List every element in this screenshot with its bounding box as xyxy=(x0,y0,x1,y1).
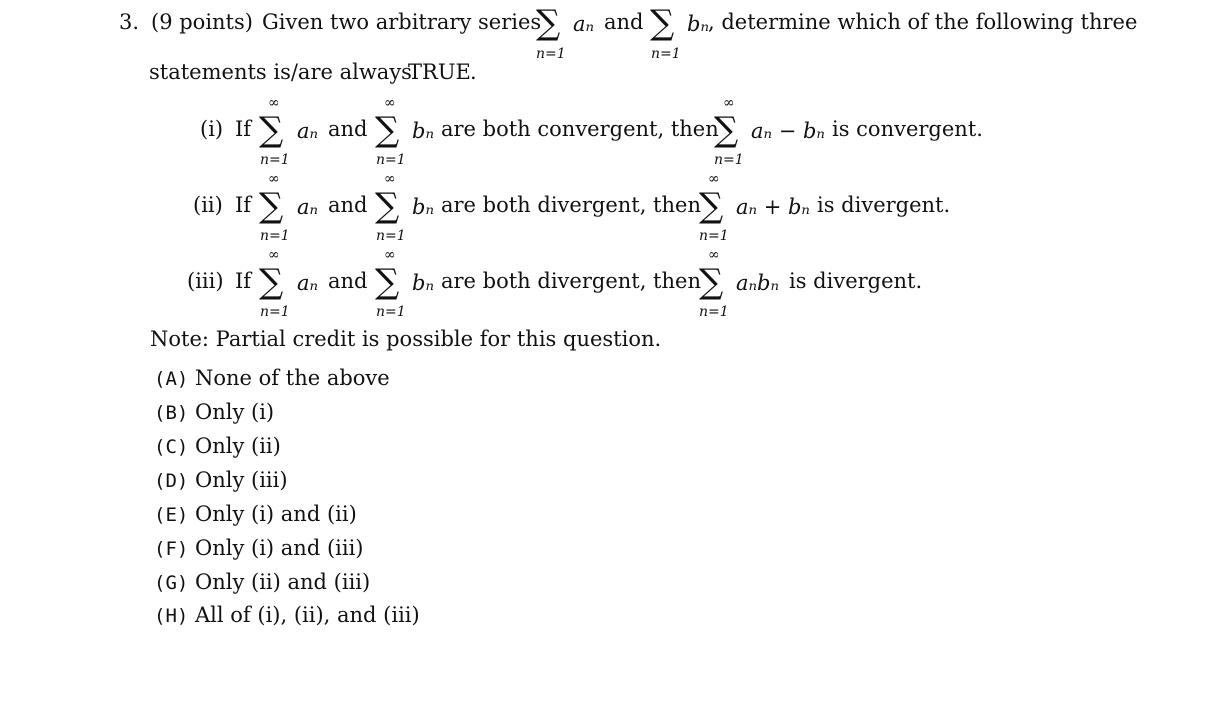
statement-ii-upper-a: ∞ xyxy=(268,171,280,187)
statement-i-middle: are both convergent, then xyxy=(441,117,719,141)
statement-ii-if: If xyxy=(235,193,252,217)
statement-ii-ending: is divergent. xyxy=(817,193,951,217)
statement-ii-sum-b: ∑ xyxy=(375,186,400,226)
statement-iii-term-a: aₙ xyxy=(297,271,319,295)
statement-iii-upper-b: ∞ xyxy=(384,247,396,263)
statement-ii-and: and xyxy=(328,193,368,217)
choice-d-letter: (D) xyxy=(154,470,189,492)
statement-i-term-b: bₙ xyxy=(412,119,434,143)
statement-i-label: (i) xyxy=(200,117,224,141)
true-word: TRUE xyxy=(408,60,471,84)
choice-g[interactable] xyxy=(154,572,370,593)
statement-ii-term-a: aₙ xyxy=(297,195,319,219)
statement-iii-upper-c: ∞ xyxy=(708,247,720,263)
statement-iii-lower-b: n=1 xyxy=(376,304,406,320)
statement-ii-sum-a: ∑ xyxy=(259,186,284,226)
choice-f[interactable] xyxy=(154,538,364,559)
sum-symbol-a: ∑ xyxy=(536,3,561,43)
statement-ii-middle: are both divergent, then xyxy=(441,193,701,217)
statement-i-and: and xyxy=(328,117,368,141)
question-period: . xyxy=(470,60,477,84)
choice-a-letter: (A) xyxy=(154,368,189,390)
statement-i-upper-b: ∞ xyxy=(384,95,396,111)
choice-f-text: Only (i) and (iii) xyxy=(195,536,364,560)
choice-d-text: Only (iii) xyxy=(195,468,288,492)
choice-e[interactable] xyxy=(154,504,357,525)
statement-iii-and: and xyxy=(328,269,368,293)
statement-iii-term-b: bₙ xyxy=(412,271,434,295)
partial-credit-note: Note: Partial credit is possible for this question. xyxy=(150,327,662,351)
statement-i-sum-a: ∑ xyxy=(259,110,284,150)
statement-i-expression: aₙ − bₙ xyxy=(751,119,825,143)
statement-iii-sum-b: ∑ xyxy=(375,262,400,302)
question-intro-a: Given two arbitrary series xyxy=(262,10,542,34)
choice-g-text: Only (ii) and (iii) xyxy=(195,570,371,594)
statement-ii-sum-c: ∑ xyxy=(699,186,724,226)
statement-i-lower-c: n=1 xyxy=(714,152,744,168)
statement-ii-upper-c: ∞ xyxy=(708,171,720,187)
choice-h[interactable] xyxy=(154,605,420,626)
statement-ii-expression: aₙ + bₙ xyxy=(736,195,810,219)
choice-c-letter: (C) xyxy=(154,436,189,458)
statement-iii-middle: are both divergent, then xyxy=(441,269,701,293)
statement-iii-lower-c: n=1 xyxy=(699,304,729,320)
series-a-term: aₙ xyxy=(573,12,595,36)
choice-b-text: Only (i) xyxy=(195,400,275,424)
statement-ii-label: (ii) xyxy=(193,193,223,217)
statement-i-lower-b: n=1 xyxy=(376,152,406,168)
statement-ii-upper-b: ∞ xyxy=(384,171,396,187)
statement-iii-sum-c: ∑ xyxy=(699,262,724,302)
question-and-word: and xyxy=(604,10,644,34)
question-points: (9 points) xyxy=(151,10,253,34)
statement-i-upper-c: ∞ xyxy=(723,95,735,111)
choice-e-letter: (E) xyxy=(154,504,189,526)
question-number: 3. xyxy=(119,10,140,34)
choice-b[interactable] xyxy=(154,402,274,423)
choice-f-letter: (F) xyxy=(154,538,189,560)
choice-d[interactable] xyxy=(154,470,288,491)
choice-e-text: Only (i) and (ii) xyxy=(195,502,357,526)
choice-a-text: None of the above xyxy=(195,366,390,390)
statement-iii-ending: is divergent. xyxy=(789,269,923,293)
statement-ii-lower-c: n=1 xyxy=(699,228,729,244)
sum-symbol-b: ∑ xyxy=(650,3,675,43)
statement-i-if: If xyxy=(235,117,252,141)
sum-lower-limit-a: n=1 xyxy=(536,46,566,62)
statement-iii-lower-a: n=1 xyxy=(260,304,290,320)
statement-i-sum-b: ∑ xyxy=(375,110,400,150)
statement-iii-sum-a: ∑ xyxy=(259,262,284,302)
statement-i-lower-a: n=1 xyxy=(260,152,290,168)
question-intro-b: , determine which of the following three xyxy=(708,10,1138,34)
choice-h-text: All of (i), (ii), and (iii) xyxy=(195,603,420,627)
series-b-term: bₙ xyxy=(687,12,709,36)
statement-iii-upper-a: ∞ xyxy=(268,247,280,263)
choice-b-letter: (B) xyxy=(154,402,189,424)
choice-h-letter: (H) xyxy=(154,605,189,627)
choice-c-text: Only (ii) xyxy=(195,434,281,458)
statement-iii-if: If xyxy=(235,269,252,293)
statement-ii-term-b: bₙ xyxy=(412,195,434,219)
statement-ii-lower-a: n=1 xyxy=(260,228,290,244)
question-intro-line2: statements is/are always xyxy=(149,60,412,84)
choice-g-letter: (G) xyxy=(154,572,189,594)
choice-a[interactable] xyxy=(154,368,390,389)
choice-c[interactable] xyxy=(154,436,281,457)
statement-i-sum-c: ∑ xyxy=(714,110,739,150)
statement-iii-label: (iii) xyxy=(187,269,224,293)
statement-i-upper-a: ∞ xyxy=(268,95,280,111)
statement-iii-expression: aₙbₙ xyxy=(736,271,779,295)
statement-i-term-a: aₙ xyxy=(297,119,319,143)
sum-lower-limit-b: n=1 xyxy=(651,46,681,62)
statement-ii-lower-b: n=1 xyxy=(376,228,406,244)
statement-i-ending: is convergent. xyxy=(832,117,983,141)
